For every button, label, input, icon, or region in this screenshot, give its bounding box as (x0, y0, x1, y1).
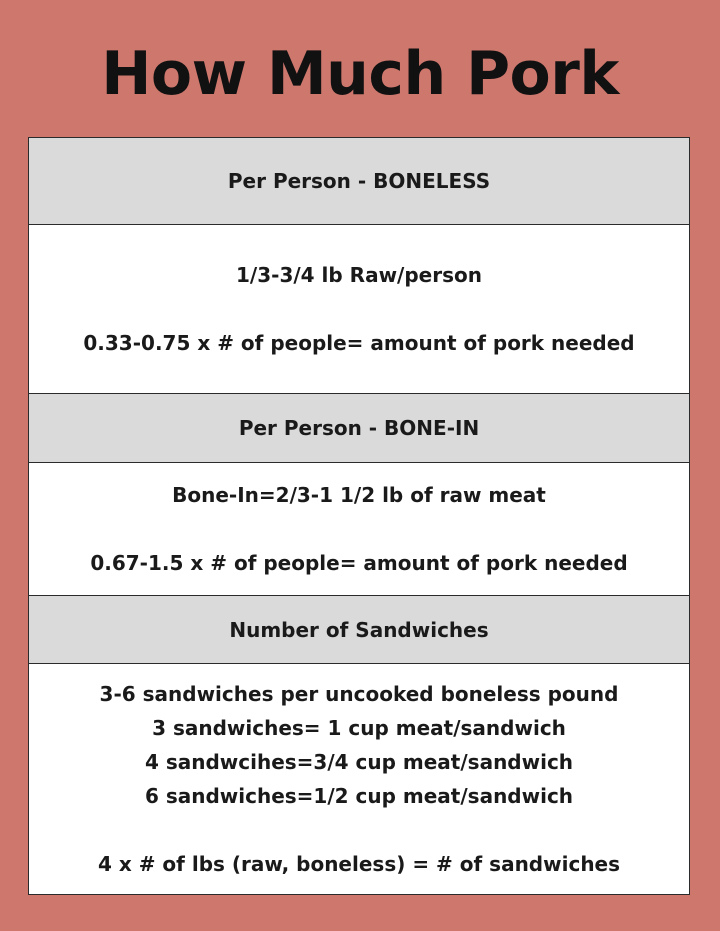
section-body-sandwiches (29, 663, 689, 894)
portion-line: Bone-In=2/3-1 1/2 lb of raw meat (172, 483, 546, 507)
pork-guide-table (28, 137, 690, 895)
section-header-bone-in (29, 393, 689, 462)
section-header-label: Number of Sandwiches (229, 617, 489, 642)
formula-line: 0.33-0.75 x # of people= amount of pork needed (83, 331, 635, 355)
sandwich-line: 3 sandwiches= 1 cup meat/sandwich (152, 716, 566, 740)
section-body-boneless (29, 224, 689, 393)
sandwich-line: 6 sandwiches=1/2 cup meat/sandwich (144, 784, 574, 808)
sandwich-line: 3-6 sandwiches per uncooked boneless pound (99, 682, 619, 706)
formula-line: 0.67-1.5 x # of people= amount of pork needed (90, 551, 628, 575)
sandwich-line: 4 sandwcihes=3/4 cup meat/sandwich (144, 750, 574, 774)
page-title: How Much Pork (101, 39, 619, 109)
section-body-bone-in (29, 462, 689, 595)
formula-line: 4 x # of lbs (raw, boneless) = # of sandwiches (97, 852, 621, 876)
section-header-sandwiches (29, 595, 689, 663)
section-header-label: Per Person - BONE-IN (238, 416, 480, 440)
section-header-boneless (29, 138, 689, 224)
section-header-label: Per Person - BONELESS (227, 169, 491, 193)
portion-line: 1/3-3/4 lb Raw/person (236, 263, 482, 287)
